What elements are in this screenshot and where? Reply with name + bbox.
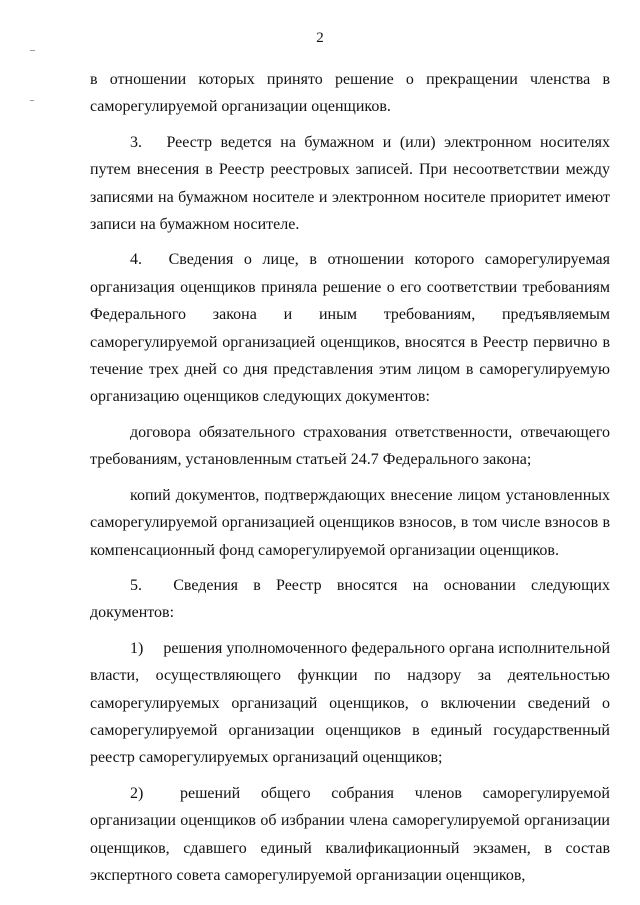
document-body [90, 66, 610, 897]
paragraph-item-3: 3. Реестр ведется на бумажном и (или) электронном носителях путем внесения в Реестр реестровых записей. При несоответствии между записями на бумажном носителе и электронном носителе приоритет имеют записи на бумажном носителе. [90, 133, 610, 234]
paragraph-continuation: в отношении которых принято решение о прекращении членства в саморегулируемой организации оценщиков. [90, 71, 610, 116]
paragraph-item-5: 5. Сведения в Реестр вносятся на основании следующих документов: [90, 576, 610, 622]
page-number: 2 [316, 30, 324, 46]
paragraph-item-5-2: 2) решений общего собрания членов саморегулируемой организации оценщиков об избрании члена саморегулируемой организации оценщиков, сдавшего единый квалификационный экзамен, в состав экспертного совета саморегулируемой организации оценщиков, [90, 784, 610, 884]
scan-mark [30, 50, 35, 51]
scan-mark [30, 100, 34, 101]
paragraph-payment-copies: копий документов, подтверждающих внесение лицом установленных саморегулируемой организацией оценщиков взносов, в том числе взносов в компенсационный фонд саморегулируемой организации оценщиков. [90, 486, 610, 559]
paragraph-item-4: 4. Сведения о лице, в отношении которого саморегулируемая организация оценщиков приняла решение о его соответствии требованиям Федерального закона и иным требованиям, предъявляемым саморегулируемой организацией оценщиков, вносятся в Реестр первично в течение трех дней со дня представления этим лицом в саморегулируемую организацию оценщиков следующих документов: [90, 251, 610, 406]
paragraph-insurance-contract: договора обязательного страхования ответственности, отвечающего требованиям, установленным статьей 24.7 Федерального закона; [90, 423, 610, 469]
paragraph-item-5-1: 1) решения уполномоченного федерального органа исполнительной власти, осуществляющего функции по надзору за деятельностью саморегулируемых организаций оценщиков, о включении сведений о саморегулируемой организации оценщиков в единый государственный реестр саморегулируемых организаций оценщиков; [90, 639, 610, 767]
